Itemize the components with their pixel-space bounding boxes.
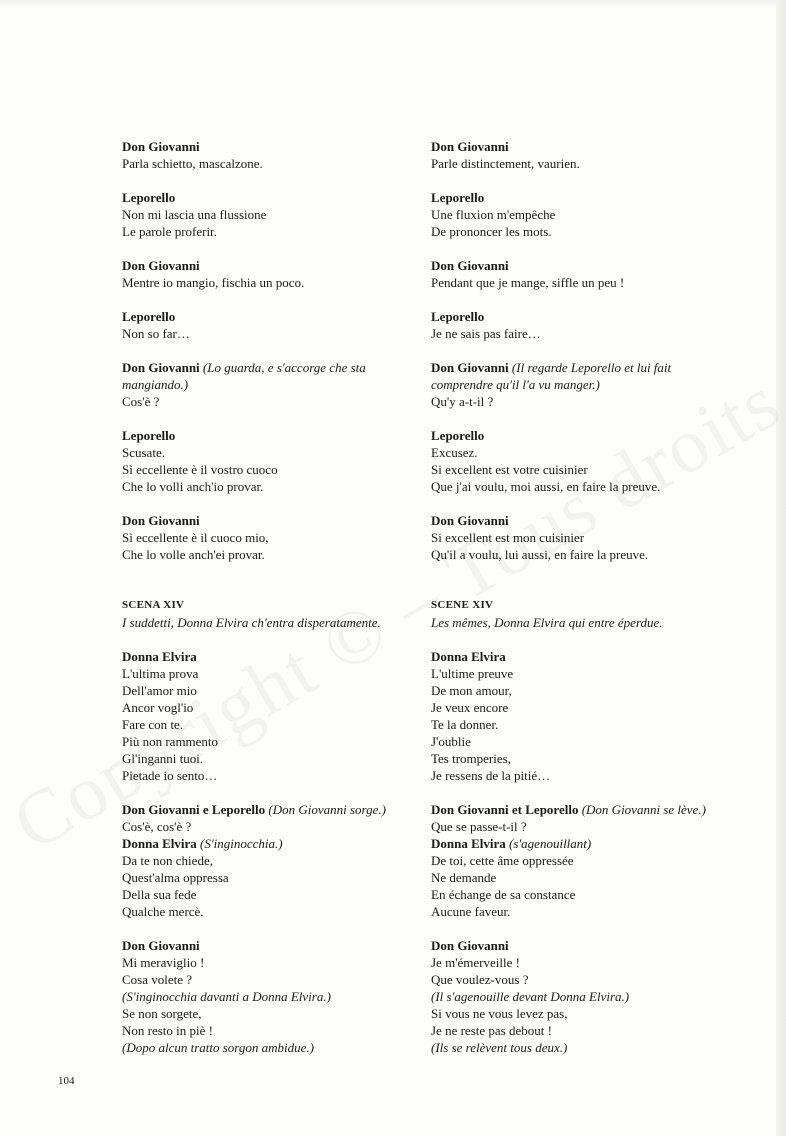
stage-direction: (S'inginocchia.) [200,836,283,851]
dialogue-line [431,529,761,546]
dialogue-line [431,376,761,393]
dialogue-line [122,818,452,835]
dialogue-line [122,427,452,444]
dialogue-block [431,648,761,784]
dialogue-line [431,733,761,750]
verse-text: Aucune faveur. [431,904,511,919]
verse-text: Della sua fede [122,887,197,902]
dialogue-line [122,767,452,784]
dialogue-block [122,257,452,291]
verse-text: Qualche mercè. [122,904,204,919]
verse-text: Gl'inganni tuoi. [122,751,204,766]
dialogue-line [122,886,452,903]
speaker-name: Don Giovanni [431,360,512,375]
dialogue-line [122,835,452,852]
verse-text: Qu'il a voulu, lui aussi, en faire la preuve. [431,547,649,562]
dialogue-line [122,257,452,274]
speaker-name: Don Giovanni [431,139,509,154]
speaker-name: Leporello [122,309,176,324]
dialogue-line [122,138,452,155]
stage-direction: (Il regarde Leporello et lui fait [511,360,672,375]
verse-text: En échange de sa constance [431,887,576,902]
dialogue-line [122,444,452,461]
dialogue-block [431,138,761,172]
dialogue-block [122,189,452,240]
dialogue-line [122,852,452,869]
dialogue-block [122,138,452,172]
verse-text: Che lo volle anch'ei provar. [122,547,265,562]
verse-text: Que j'ai voulu, moi aussi, en faire la preuve. [431,479,661,494]
stage-direction: (Lo guarda, e s'accorge che sta [202,360,366,375]
dialogue-line [431,716,761,733]
speaker-name: Don Giovanni [122,139,200,154]
scene-spacer [431,580,761,597]
speaker-name: Don Giovanni e Leporello [122,802,269,817]
dialogue-line [122,274,452,291]
dialogue-line [431,665,761,682]
dialogue-block [122,648,452,784]
dialogue-block [122,427,452,495]
french-column [431,138,761,1073]
speaker-name: Don Giovanni [431,513,509,528]
dialogue-line [431,937,761,954]
dialogue-line [431,189,761,206]
dialogue-line [122,155,452,172]
speaker-name: Donna Elvira [122,836,201,851]
dialogue-line [431,852,761,869]
dialogue-line [431,461,761,478]
dialogue-line [122,801,452,818]
dialogue-line [431,648,761,665]
dialogue-line [122,529,452,546]
verse-text: Scusate. [122,445,165,460]
verse-text: Sì eccellente è il vostro cuoco [122,462,278,477]
dialogue-line [431,223,761,240]
dialogue-line [431,257,761,274]
scene-header [122,597,452,631]
dialogue-line [122,461,452,478]
dialogue-line [122,206,452,223]
scene-direction: I suddetti, Donna Elvira ch'entra disperatamente. [122,615,381,630]
dialogue-line [431,818,761,835]
verse-text: L'ultime preuve [431,666,514,681]
verse-text: Une fluxion m'empêche [431,207,556,222]
dialogue-block [431,427,761,495]
speaker-name: Don Giovanni [122,258,200,273]
verse-text: Je ne sais pas faire… [431,326,541,341]
dialogue-line [122,937,452,954]
verse-text: Parla schietto, mascalzone. [122,156,263,171]
verse-text: Mi meraviglio ! [122,955,205,970]
dialogue-line [122,325,452,342]
stage-direction: (Don Giovanni se lève.) [581,802,706,817]
dialogue-block [122,512,452,563]
dialogue-line [431,393,761,410]
verse-text: De prononcer les mots. [431,224,552,239]
dialogue-line [431,1022,761,1039]
verse-text: Cos'è ? [122,394,160,409]
speaker-name: Don Giovanni [431,258,509,273]
verse-text: Fare con te. [122,717,184,732]
dialogue-block [431,189,761,240]
verse-text: Je veux encore [431,700,509,715]
dialogue-line [431,801,761,818]
dialogue-line [122,512,452,529]
speaker-name: Donna Elvira [431,649,506,664]
verse-text: Dell'amor mio [122,683,197,698]
speaker-name: Leporello [122,428,176,443]
dialogue-line [431,138,761,155]
dialogue-line [122,648,452,665]
stage-direction: (Ils se relèvent tous deux.) [431,1040,568,1055]
dialogue-line [122,988,452,1005]
dialogue-line [431,325,761,342]
verse-text: Te la donner. [431,717,499,732]
dialogue-line [431,359,761,376]
dialogue-block [431,257,761,291]
scene-heading: SCENE XIV [431,599,494,611]
verse-text: Qu'y a-t-il ? [431,394,494,409]
dialogue-block [122,308,452,342]
verse-text: Sì eccellente è il cuoco mio, [122,530,269,545]
dialogue-line [122,1039,452,1056]
dialogue-line [122,699,452,716]
verse-text: Pietade io sento… [122,768,218,783]
dialogue-line [431,1005,761,1022]
dialogue-line [431,308,761,325]
dialogue-line [122,223,452,240]
dialogue-line [122,308,452,325]
speaker-name: Leporello [431,428,485,443]
dialogue-line [431,699,761,716]
verse-text: Ne demande [431,870,497,885]
verse-text: Si excellent est mon cuisinier [431,530,585,545]
verse-text: Pendant que je mange, siffle un peu ! [431,275,625,290]
verse-text: Tes tromperies, [431,751,511,766]
scene-heading: SCENA XIV [122,599,185,611]
speaker-name: Donna Elvira [122,649,197,664]
verse-text: De toi, cette âme oppressée [431,853,574,868]
speaker-name: Leporello [431,309,485,324]
dialogue-line [122,393,452,410]
verse-text: Non mi lascia una flussione [122,207,267,222]
stage-direction: (Dopo alcun tratto sorgon ambidue.) [122,1040,314,1055]
speaker-name: Don Giovanni et Leporello [431,802,582,817]
dialogue-block [431,512,761,563]
dialogue-block [122,801,452,920]
dialogue-line [122,478,452,495]
verse-text: Excusez. [431,445,478,460]
stage-direction: (Don Giovanni sorge.) [268,802,386,817]
dialogue-line [431,155,761,172]
dialogue-line [431,988,761,1005]
dialogue-line [122,1022,452,1039]
dialogue-line [122,733,452,750]
dialogue-line [431,954,761,971]
page-shadow [0,0,786,8]
verse-text: Cos'è, cos'è ? [122,819,192,834]
scene-header [431,597,761,631]
dialogue-line [122,546,452,563]
dialogue-line [122,750,452,767]
verse-text: J'oublie [431,734,471,749]
stage-direction: mangiando.) [122,377,189,392]
verse-text: L'ultima prova [122,666,199,681]
verse-text: Che lo volli anch'io provar. [122,479,264,494]
stage-direction: comprendre qu'il l'a vu manger.) [431,377,600,392]
speaker-name: Leporello [122,190,176,205]
dialogue-line [431,886,761,903]
verse-text: Ancor vogl'io [122,700,194,715]
scene-direction: Les mêmes, Donna Elvira qui entre éperdue. [431,615,663,630]
dialogue-line [122,903,452,920]
dialogue-line [122,376,452,393]
dialogue-line [122,189,452,206]
verse-text: Que se passe-t-il ? [431,819,527,834]
dialogue-line [122,1005,452,1022]
verse-text: Mentre io mangio, fischia un poco. [122,275,305,290]
dialogue-line [122,716,452,733]
dialogue-line [431,750,761,767]
dialogue-line [122,665,452,682]
speaker-name: Don Giovanni [122,938,200,953]
dialogue-line [431,903,761,920]
dialogue-line [431,682,761,699]
scene-spacer [122,580,452,597]
speaker-name: Don Giovanni [122,513,200,528]
dialogue-block [431,359,761,410]
dialogue-line [122,359,452,376]
speaker-name: Leporello [431,190,485,205]
dialogue-block [431,801,761,920]
verse-text: Le parole proferir. [122,224,217,239]
dialogue-line [431,971,761,988]
dialogue-line [122,971,452,988]
dialogue-block [122,937,452,1056]
dialogue-line [431,869,761,886]
dialogue-line [431,478,761,495]
dialogue-line [431,274,761,291]
dialogue-line [431,767,761,784]
verse-text: Si excellent est votre cuisinier [431,462,588,477]
dialogue-line [431,427,761,444]
verse-text: De mon amour, [431,683,512,698]
verse-text: Quest'alma oppressa [122,870,229,885]
verse-text: Cosa volete ? [122,972,193,987]
dialogue-line [431,835,761,852]
dialogue-line [122,954,452,971]
verse-text: Je m'émerveille ! [431,955,520,970]
page-edge [776,0,786,1136]
dialogue-block [431,937,761,1056]
dialogue-line [122,682,452,699]
verse-text: Que voulez-vous ? [431,972,529,987]
stage-direction: (s'agenouillant) [509,836,592,851]
verse-text: Parle distinctement, vaurien. [431,156,580,171]
dialogue-line [431,546,761,563]
speaker-name: Donna Elvira [431,836,510,851]
page-number: 104 [58,1075,75,1087]
verse-text: Je ne reste pas debout ! [431,1023,552,1038]
dialogue-line [431,1039,761,1056]
stage-direction: (S'inginocchia davanti a Donna Elvira.) [122,989,331,1004]
dialogue-block [431,308,761,342]
verse-text: Si vous ne vous levez pas, [431,1006,568,1021]
speaker-name: Don Giovanni [431,938,509,953]
dialogue-line [431,206,761,223]
italian-column [122,138,452,1073]
verse-text: Più non rammento [122,734,219,749]
verse-text: Se non sorgete, [122,1006,202,1021]
verse-text: Non so far… [122,326,190,341]
stage-direction: (Il s'agenouille devant Donna Elvira.) [431,989,630,1004]
dialogue-line [122,869,452,886]
dialogue-block [122,359,452,410]
verse-text: Da te non chiede, [122,853,213,868]
verse-text: Non resto in piè ! [122,1023,213,1038]
speaker-name: Don Giovanni [122,360,203,375]
dialogue-line [431,512,761,529]
verse-text: Je ressens de la pitié… [431,768,551,783]
dialogue-line [431,444,761,461]
